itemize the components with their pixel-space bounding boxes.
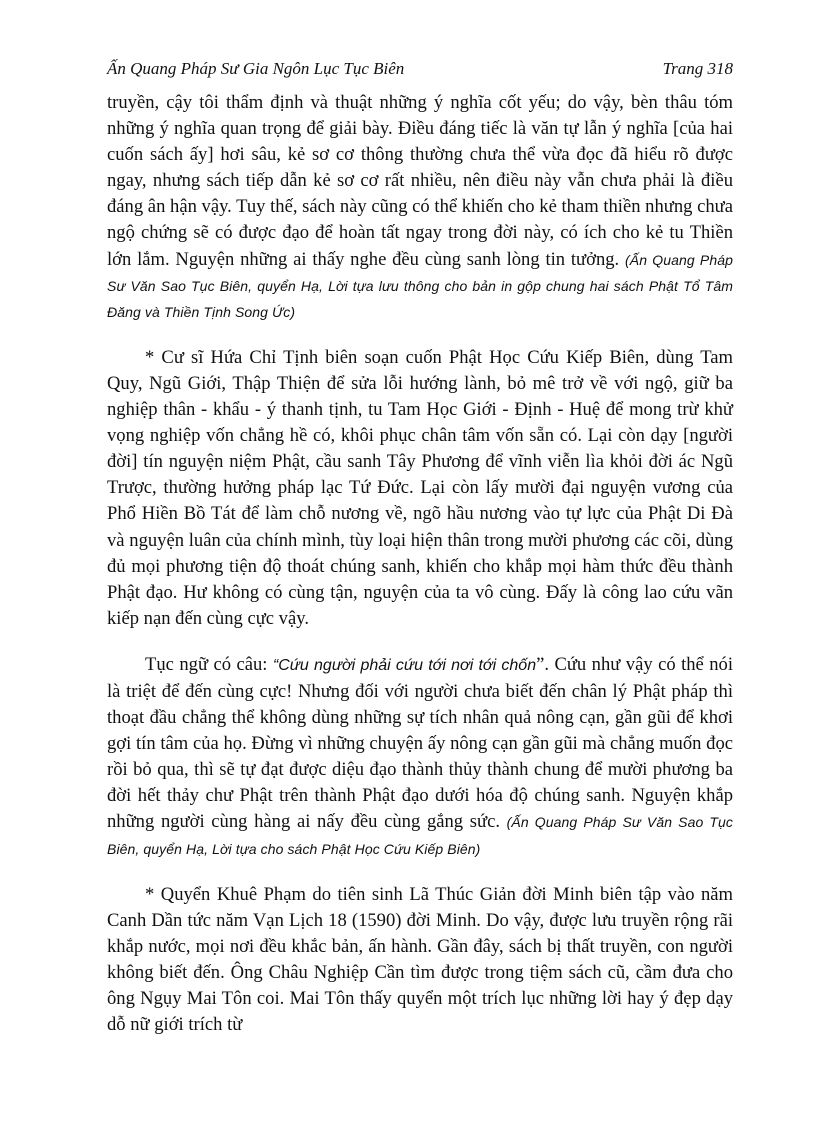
paragraph-4 xyxy=(107,882,733,1039)
proverb-quote: “Cứu người phải cứu tới nơi tới chốn xyxy=(272,656,537,674)
paragraph-3-lead: Tục ngữ có câu: xyxy=(145,653,273,675)
page-number: Trang 318 xyxy=(662,59,733,78)
paragraph-2-text: * Cư sĩ Hứa Chỉ Tịnh biên soạn cuốn Phật Học Cứu Kiếp Biên, dùng Tam Quy, Ngũ Giới, Thập Thiện để sửa lỗi hướng lành, bỏ mê trở về với ngộ, giữ ba nghiệp thân - khẩu - ý thanh tịnh, tu Tam Học Giới - Định - Huệ để mong trừ khử vọng nghiệp vốn chẳng hề có, khôi phục chân tâm vốn sẵn có. Lại còn dạy [người đời] tín nguyện niệm Phật, cầu sanh Tây Phương để vĩnh viễn lìa khỏi đời ác Ngũ Trược, thường hưởng pháp lạc Tứ Đức. Lại còn lấy mười đại nguyện vương của Phổ Hiền Bồ Tát để làm chỗ nương về, ngõ hầu nương vào tự lực của Phật Di Đà và nguyện luân của chính mình, tùy loại hiện thân trong mười phương các cõi, dùng đủ mọi phương tiện độ thoát chúng sanh, khiến cho khắp mọi hàm thức đều thành Phật đạo. Hư không có cùng tận, nguyện của ta vô cùng. Đấy là công lao cứu vãn kiếp nạn đến cùng cực vậy. xyxy=(107,346,733,629)
paragraph-1 xyxy=(107,90,733,325)
page-body xyxy=(107,90,733,1038)
paragraph-2 xyxy=(107,345,733,632)
paragraph-3-text: ”. Cứu như vậy có thể nói là triệt để đến cùng cực! Nhưng đối với người chưa biết đến chân lý Phật pháp thì thoạt đầu chẳng thể không dùng những sự tích nhân quả nông cạn, gần gũi để khơi gợi tín tâm của họ. Đừng vì những chuyện ấy nông cạn gần gũi mà chẳng muốn đọc rồi bỏ qua, thì sẽ tự đạt được diệu đạo thành thủy thành chung để mười phương ba đời hết thảy chư Phật trên thành Phật đạo dưới hóa độ chúng sanh. Nguyện khắp những người cùng hàng ai nấy đều cùng gắng sức. xyxy=(107,653,733,833)
page-header xyxy=(107,56,733,82)
book-title: Ấn Quang Pháp Sư Gia Ngôn Lục Tục Biên xyxy=(107,59,405,78)
paragraph-3 xyxy=(107,652,733,862)
paragraph-1-text: truyền, cậy tôi thẩm định và thuật những ý nghĩa cốt yếu; do vậy, bèn thâu tóm những ý nghĩa quan trọng để giải bày. Điều đáng tiếc là văn tự lẫn ý nghĩa [của hai cuốn sách ấy] hơi sâu, kẻ sơ cơ thông thường chưa thể vừa đọc đã hiểu rõ được ngay, nhưng sách tiếp dẫn kẻ sơ cơ rất nhiều, nên điều này vẫn chưa phải là điều đáng ân hận vậy. Tuy thế, sách này cũng có thể khiến cho kẻ tham thiền nhưng chưa ngộ chứng sẽ có được đạo để hoàn tất ngay trong đời này, có ích cho kẻ tu Thiền lớn lắm. Nguyện những ai thấy nghe đều cùng sanh lòng tin tưởng. xyxy=(107,92,733,270)
paragraph-3-citation: (Ấn Quang Pháp Sư Văn Sao Tục Biên, quyển Hạ, Lời tựa cho sách Phật Học Cứu Kiếp Biên) xyxy=(107,814,734,857)
paragraph-4-text: * Quyển Khuê Phạm do tiên sinh Lã Thúc Giản đời Minh biên tập vào năm Canh Dần tức năm Vạn Lịch 18 (1590) đời Minh. Do vậy, được lưu truyền rộng rãi khắp nước, mọi nơi đều khắc bản, ấn hành. Gần đây, sách bị thất truyền, con người không biết đến. Ông Châu Nghiệp Cần tìm được trong tiệm sách cũ, cầm đưa cho ông Ngụy Mai Tôn coi. Mai Tôn thấy quyển một trích lục những lời hay ý đẹp dạy dỗ nữ giới trích từ xyxy=(107,883,733,1036)
paragraph-1-citation: (Ấn Quang Pháp Sư Văn Sao Tục Biên, quyển Hạ, Lời tựa lưu thông cho bản in gộp chung hai sách Phật Tổ Tâm Đăng và Thiền Tịnh Song Ức) xyxy=(107,251,734,320)
